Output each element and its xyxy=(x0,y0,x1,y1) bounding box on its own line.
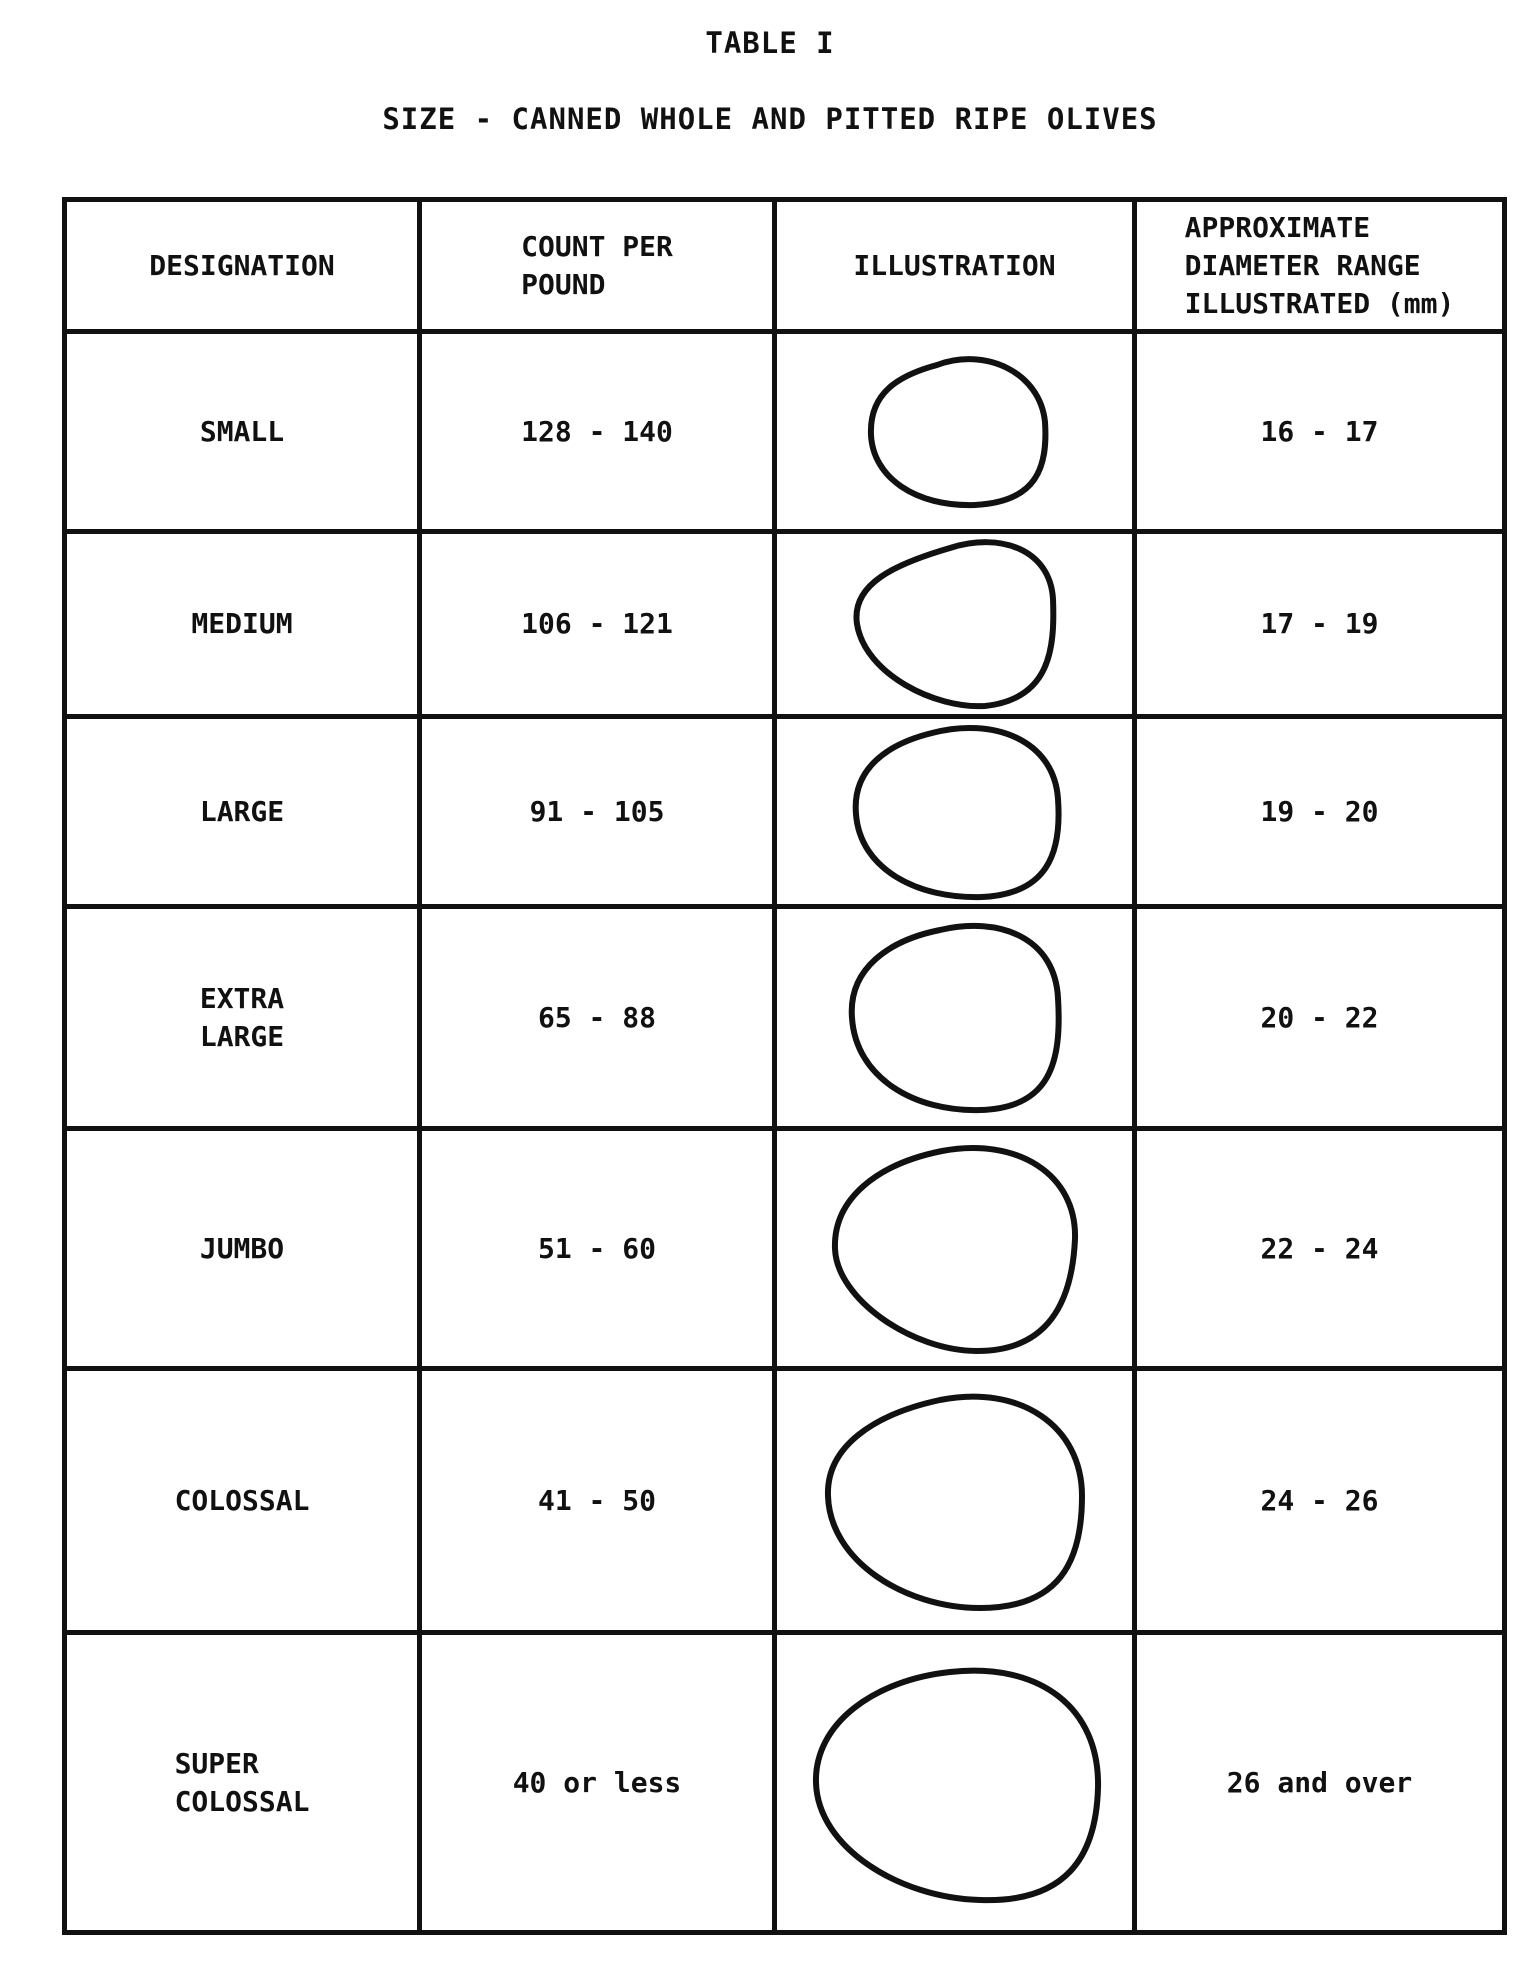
illustration-cell xyxy=(775,1633,1135,1933)
illustration-cell xyxy=(775,332,1135,532)
illustration-cell xyxy=(775,532,1135,717)
designation-cell: COLOSSAL xyxy=(65,1369,420,1633)
header-count: COUNT PER POUND xyxy=(420,200,775,332)
count-cell: 91 - 105 xyxy=(420,717,775,907)
olive-outline-icon xyxy=(835,534,1075,714)
olive-outline-icon xyxy=(832,719,1077,904)
count-cell: 65 - 88 xyxy=(420,907,775,1129)
header-row xyxy=(65,200,1505,332)
diameter-cell: 20 - 22 xyxy=(1135,907,1505,1129)
illustration-cell xyxy=(775,1129,1135,1369)
table-row xyxy=(65,1633,1505,1933)
illustration-cell xyxy=(775,717,1135,907)
designation-cell: MEDIUM xyxy=(65,532,420,717)
count-cell: 40 or less xyxy=(420,1633,775,1933)
diameter-cell: 24 - 26 xyxy=(1135,1369,1505,1633)
diameter-cell: 17 - 19 xyxy=(1135,532,1505,717)
table-title: TABLE I xyxy=(705,26,835,60)
diameter-cell: 22 - 24 xyxy=(1135,1129,1505,1369)
count-cell: 106 - 121 xyxy=(420,532,775,717)
table-row xyxy=(65,717,1505,907)
diameter-cell: 26 and over xyxy=(1135,1633,1505,1933)
olive-outline-icon xyxy=(810,1386,1100,1616)
table-subtitle: SIZE - CANNED WHOLE AND PITTED RIPE OLIVES xyxy=(382,102,1158,136)
designation-cell: EXTRA LARGE xyxy=(65,907,420,1129)
count-cell: 51 - 60 xyxy=(420,1129,775,1369)
diameter-cell: 19 - 20 xyxy=(1135,717,1505,907)
olive-outline-icon xyxy=(800,1658,1110,1908)
designation-cell: LARGE xyxy=(65,717,420,907)
olive-outline-icon xyxy=(817,1139,1092,1359)
olive-outline-icon xyxy=(830,918,1080,1118)
header-illustration: ILLUSTRATION xyxy=(775,200,1135,332)
designation-cell: SUPER COLOSSAL xyxy=(65,1633,420,1933)
table-row xyxy=(65,1129,1505,1369)
diameter-cell: 16 - 17 xyxy=(1135,332,1505,532)
table-row xyxy=(65,907,1505,1129)
header-diameter: APPROXIMATE DIAMETER RANGE ILLUSTRATED (mm) xyxy=(1135,200,1505,332)
designation-cell: SMALL xyxy=(65,332,420,532)
olive-outline-icon xyxy=(845,347,1065,517)
designation-cell: JUMBO xyxy=(65,1129,420,1369)
olive-size-table xyxy=(62,197,1507,1935)
count-cell: 41 - 50 xyxy=(420,1369,775,1633)
table-row xyxy=(65,332,1505,532)
illustration-cell xyxy=(775,1369,1135,1633)
table-row xyxy=(65,532,1505,717)
count-cell: 128 - 140 xyxy=(420,332,775,532)
table-row xyxy=(65,1369,1505,1633)
illustration-cell xyxy=(775,907,1135,1129)
header-designation: DESIGNATION xyxy=(65,200,420,332)
